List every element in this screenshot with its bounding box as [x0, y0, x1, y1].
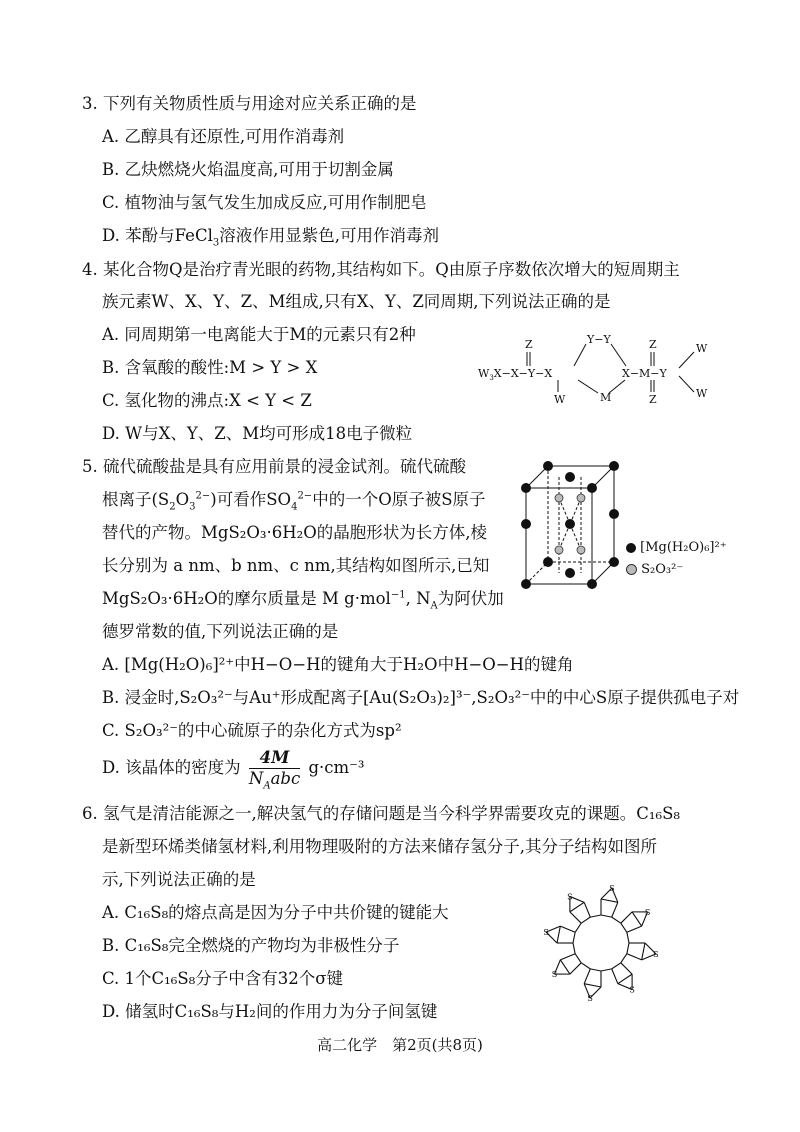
black-circle-icon	[626, 543, 636, 553]
q3-option-c: C. 植物油与氢气发生加成反应,可用作制肥皂	[102, 193, 427, 212]
q6-option-a: A. C₁₆S₈的熔点高是因为分子中共价键的键能大	[102, 903, 449, 922]
q6-option-c: C. 1个C₁₆S₈分子中含有32个σ键	[102, 969, 344, 988]
q5-unit-cell-diagram	[514, 458, 624, 598]
q4-option-a: A. 同周期第一电离能大于M的元素只有2种	[102, 325, 416, 344]
sulfur-atom-label: S	[543, 928, 549, 938]
sulfur-atom-label: S	[567, 892, 573, 902]
q5-stem-line6: 德罗常数的值,下列说法正确的是	[102, 622, 339, 641]
density-fraction: $\frac{4M}{N_Aabc}$	[248, 748, 301, 792]
ring-bond	[575, 923, 581, 932]
thiophene-bond	[621, 963, 632, 974]
svg-text:W: W	[696, 342, 708, 355]
ring-bond	[590, 969, 601, 971]
q6-option-d: D. 储氢时C₁₆S₈与H₂间的作用力为分子间氢键	[102, 1002, 438, 1021]
ring-bond	[573, 932, 575, 943]
thiophene-bond	[570, 963, 581, 974]
q4-stem-line2: 族元素W、X、Y、Z、M组成,只有X、Y、Z同周期,下列说法正确的是	[102, 292, 611, 311]
thiophene-bond	[560, 960, 570, 974]
gray-circle-icon	[626, 564, 637, 575]
ring-bond	[621, 954, 627, 963]
q6-molecule-diagram	[526, 878, 676, 1008]
q5-option-d: D. 该晶体的密度为 $\frac{4M}{N_Aabc}$ g·cm⁻³	[102, 748, 365, 792]
q3-stem: 3. 下列有关物质性质与用途对应关系正确的是	[82, 94, 417, 113]
q5-option-c: C. S₂O₃²⁻的中心硫原子的杂化方式为sp²	[102, 721, 402, 740]
sulfur-atom-label: S	[587, 993, 593, 1003]
ring-bond	[581, 917, 590, 923]
thiophene-bond	[621, 912, 632, 923]
q6-stem-line3: 示,下列说法正确的是	[102, 870, 256, 889]
q5-stem-line5: MgS₂O₃·6H₂O的摩尔质量是 M g·mol$^{-1}$, $N_A$为阿伏加	[102, 589, 504, 612]
ring-bond	[575, 954, 581, 963]
q4-option-c: C. 氢化物的沸点:X < Y < Z	[102, 391, 312, 410]
q5-option-b: B. 浸金时,S₂O₃²⁻与Au⁺形成配离子[Au(S₂O₃)₂]³⁻,S₂O₃²⁻中的中心S原子提供孤电子对	[102, 688, 740, 707]
thiophene-bond	[612, 902, 618, 917]
sulfur-atom-label	[543, 928, 548, 937]
thiophene-bond	[570, 902, 584, 912]
ring-bond	[627, 932, 629, 943]
q5-stem-line3: 替代的产物。MgS₂O₃·6H₂O的晶胞形状为长方体,棱	[102, 523, 488, 542]
svg-text:Z: Z	[525, 338, 533, 351]
ring-bond	[612, 963, 621, 969]
ring-bond	[590, 915, 601, 917]
q4-option-d: D. W与X、Y、Z、M均可形成18电子微粒	[102, 424, 413, 443]
thiophene-bond	[632, 912, 642, 926]
q6-stem-line1: 6. 氢气是清洁能源之一,解决氢气的存储问题是当今科学界需要攻克的课题。C₁₆S₈	[82, 804, 681, 823]
thiophene-bond	[642, 943, 645, 960]
thiophene-bond	[557, 926, 560, 943]
q5-stem-line4: 长分别为 a nm、b nm、c nm,其结构如图所示,已知	[102, 556, 490, 575]
sulfur-atom-label: S	[551, 970, 558, 980]
q6-option-b: B. C₁₆S₈完全燃烧的产物均为非极性分子	[102, 936, 400, 955]
q4-option-b: B. 含氧酸的酸性:M > Y > X	[102, 358, 318, 377]
thiophene-bond	[627, 926, 642, 932]
sulfur-atom-label: S	[609, 884, 615, 894]
ring-bond	[601, 969, 612, 971]
ring-bond	[612, 917, 621, 923]
thiophene-bond	[627, 954, 642, 960]
thiophene-bond	[601, 899, 618, 902]
thiophene-bond	[560, 954, 575, 960]
svg-text:W: W	[696, 387, 708, 400]
ring-bond	[581, 963, 590, 969]
q4-structure-diagram	[474, 330, 724, 410]
sulfur-atom-label: S	[644, 907, 651, 917]
svg-text:X−M−Y: X−M−Y	[622, 367, 667, 380]
thiophene-bond	[584, 969, 590, 984]
q4-stem-line1: 4. 某化合物Q是治疗青光眼的药物,其结构如下。Q由原子序数依次增大的短周期主	[82, 260, 680, 279]
ring-bond	[627, 943, 629, 954]
q5-option-a: A. [Mg(H₂O)₆]²⁺中H−O−H的键角大于H₂O中H−O−H的键角	[102, 655, 574, 674]
svg-text:W3X−X−Y−X: $W_3X-X-Y-X$	[478, 367, 553, 382]
sulfur-atom-label: S	[629, 985, 635, 995]
q6-stem-line2: 是新型环烯类储氢材料,利用物理吸附的方法来储存氢分子,其分子结构如图所	[102, 837, 657, 856]
ring-bond	[601, 915, 612, 917]
q5-legend-mg: [Mg(H₂O)₆]²⁺	[626, 540, 727, 555]
ring-bond	[621, 923, 627, 932]
q3-option-d: D. 苯酚与FeCl$_3$溶液作用显紫色,可用作消毒剂	[102, 226, 439, 249]
ring-bond	[573, 943, 575, 954]
svg-text:W: W	[554, 393, 566, 406]
svg-text:Y−Y: Y−Y	[587, 333, 611, 346]
page-footer: 高二化学 第2页(共8页)	[317, 1036, 483, 1054]
thiophene-bond	[618, 974, 632, 984]
q5-stem-line2: 根离子$(S_2O_3^{2-})$可看作$SO_4^{2-}$中的一个O原子被S原子	[102, 490, 486, 513]
q3-option-b: B. 乙炔燃烧火焰温度高,可用于切割金属	[102, 160, 394, 179]
thiophene-bond	[584, 902, 590, 917]
q5-legend-s2o3: S₂O₃²⁻	[626, 562, 683, 577]
thiophene-bond	[570, 912, 581, 923]
svg-text:Z: Z	[649, 338, 657, 351]
svg-text:M: M	[600, 391, 612, 404]
q3-option-a: A. 乙醇具有还原性,可用作消毒剂	[102, 127, 345, 146]
svg-text:Z: Z	[649, 393, 657, 406]
thiophene-bond	[560, 926, 575, 932]
thiophene-bond	[584, 984, 601, 987]
thiophene-bond	[612, 969, 618, 984]
q5-stem-line1: 5. 硫代硫酸盐是具有应用前景的浸金试剂。硫代硫酸	[82, 457, 466, 476]
